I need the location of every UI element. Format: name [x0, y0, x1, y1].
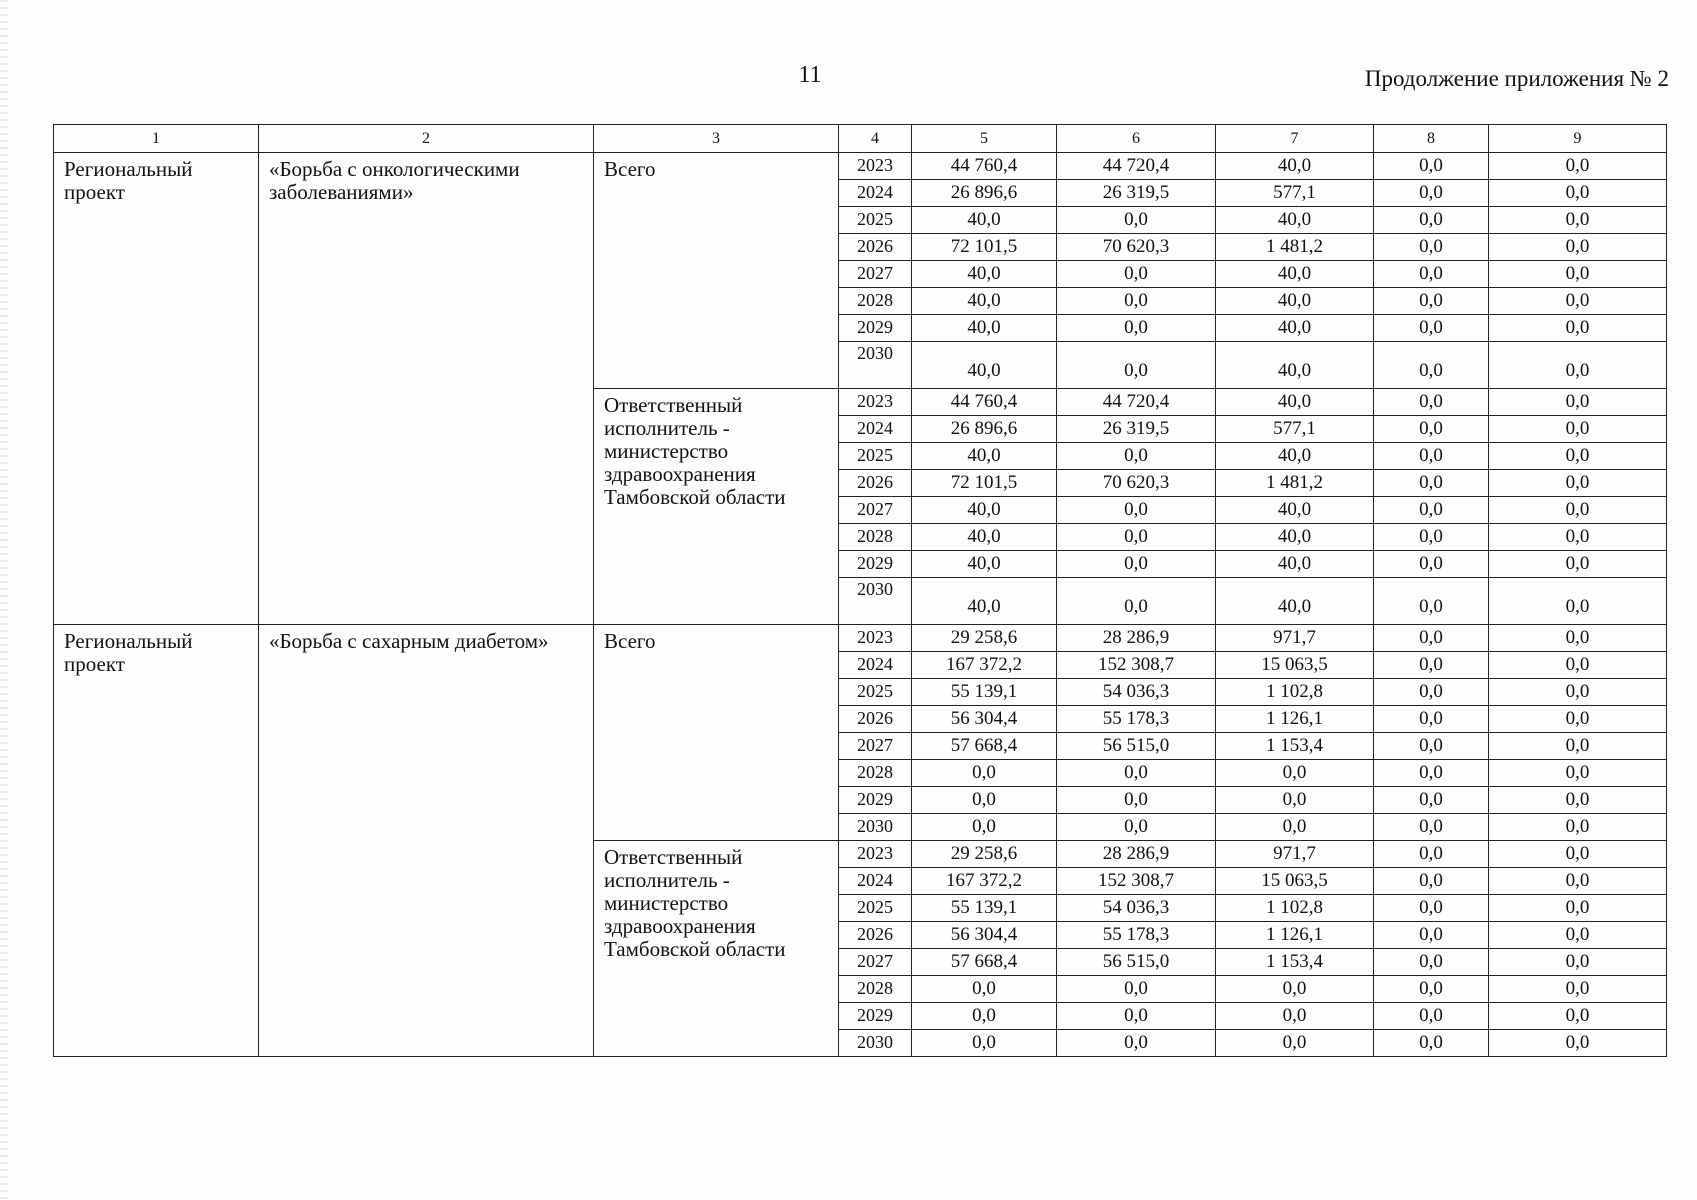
amount-cell: 0,0: [1057, 497, 1216, 524]
amount-cell: 0,0: [1057, 315, 1216, 342]
amount-cell: 1 481,2: [1216, 234, 1374, 261]
amount-cell: 56 515,0: [1057, 949, 1216, 976]
amount-cell: 26 896,6: [912, 180, 1057, 207]
amount-cell: 0,0: [1489, 578, 1667, 625]
amount-cell: 0,0: [1057, 760, 1216, 787]
amount-cell: 1 153,4: [1216, 733, 1374, 760]
amount-cell: 44 720,4: [1057, 153, 1216, 180]
amount-cell: 40,0: [1216, 315, 1374, 342]
amount-cell: 0,0: [1057, 207, 1216, 234]
amount-cell: 56 304,4: [912, 922, 1057, 949]
amount-cell: 0,0: [1374, 652, 1489, 679]
amount-cell: 40,0: [912, 342, 1057, 389]
amount-cell: 0,0: [1489, 787, 1667, 814]
amount-cell: 40,0: [912, 578, 1057, 625]
amount-cell: 0,0: [1057, 551, 1216, 578]
amount-cell: 40,0: [912, 315, 1057, 342]
amount-cell: 0,0: [912, 814, 1057, 841]
amount-cell: 70 620,3: [1057, 470, 1216, 497]
amount-cell: 0,0: [1374, 841, 1489, 868]
amount-cell: 15 063,5: [1216, 652, 1374, 679]
amount-cell: 72 101,5: [912, 470, 1057, 497]
column-number: 3: [594, 125, 839, 153]
amount-cell: 0,0: [1374, 868, 1489, 895]
amount-cell: 1 481,2: [1216, 470, 1374, 497]
amount-cell: 0,0: [1374, 153, 1489, 180]
year-cell: 2025: [839, 443, 912, 470]
year-cell: 2024: [839, 416, 912, 443]
amount-cell: 0,0: [912, 760, 1057, 787]
year-cell: 2023: [839, 625, 912, 652]
year-cell: 2026: [839, 470, 912, 497]
amount-cell: 0,0: [1374, 261, 1489, 288]
amount-cell: 0,0: [1489, 443, 1667, 470]
amount-cell: 0,0: [1374, 922, 1489, 949]
amount-cell: 167 372,2: [912, 868, 1057, 895]
amount-cell: 40,0: [1216, 342, 1374, 389]
amount-cell: 0,0: [1489, 652, 1667, 679]
amount-cell: 0,0: [1489, 315, 1667, 342]
amount-cell: 40,0: [1216, 551, 1374, 578]
column-number: 1: [54, 125, 259, 153]
amount-cell: 1 153,4: [1216, 949, 1374, 976]
amount-cell: 40,0: [1216, 261, 1374, 288]
amount-cell: 0,0: [1489, 180, 1667, 207]
year-cell: 2023: [839, 153, 912, 180]
year-cell: 2029: [839, 315, 912, 342]
amount-cell: 577,1: [1216, 416, 1374, 443]
amount-cell: 0,0: [1374, 443, 1489, 470]
amount-cell: 0,0: [1216, 760, 1374, 787]
amount-cell: 54 036,3: [1057, 679, 1216, 706]
amount-cell: 0,0: [1374, 760, 1489, 787]
amount-cell: 0,0: [1374, 234, 1489, 261]
amount-cell: 0,0: [1374, 733, 1489, 760]
amount-cell: 40,0: [912, 497, 1057, 524]
amount-cell: 40,0: [1216, 578, 1374, 625]
year-cell: 2027: [839, 497, 912, 524]
amount-cell: 0,0: [1489, 153, 1667, 180]
amount-cell: 0,0: [1489, 760, 1667, 787]
amount-cell: 0,0: [1374, 1030, 1489, 1057]
amount-cell: 0,0: [1489, 895, 1667, 922]
amount-cell: 0,0: [1374, 288, 1489, 315]
amount-cell: 0,0: [1489, 679, 1667, 706]
amount-cell: 26 319,5: [1057, 416, 1216, 443]
amount-cell: 40,0: [912, 443, 1057, 470]
amount-cell: 57 668,4: [912, 733, 1057, 760]
amount-cell: 0,0: [1489, 868, 1667, 895]
funding-table: [53, 124, 1667, 1057]
column-number: 2: [259, 125, 594, 153]
amount-cell: 0,0: [1057, 1030, 1216, 1057]
amount-cell: 0,0: [1057, 443, 1216, 470]
amount-cell: 0,0: [1489, 625, 1667, 652]
amount-cell: 40,0: [912, 261, 1057, 288]
year-cell: 2027: [839, 949, 912, 976]
amount-cell: 0,0: [1489, 814, 1667, 841]
amount-cell: 0,0: [1057, 787, 1216, 814]
amount-cell: 40,0: [912, 207, 1057, 234]
amount-cell: 0,0: [1374, 706, 1489, 733]
column-number: 6: [1057, 125, 1216, 153]
amount-cell: 29 258,6: [912, 841, 1057, 868]
amount-cell: 0,0: [1057, 578, 1216, 625]
amount-cell: 70 620,3: [1057, 234, 1216, 261]
amount-cell: 0,0: [1374, 470, 1489, 497]
amount-cell: 40,0: [912, 524, 1057, 551]
amount-cell: 0,0: [1374, 389, 1489, 416]
group-label: Всего: [594, 625, 839, 841]
project-name: «Борьба с сахарным диабетом»: [259, 625, 594, 1057]
amount-cell: 44 720,4: [1057, 389, 1216, 416]
amount-cell: 0,0: [1489, 1030, 1667, 1057]
project-type: Региональный проект: [54, 625, 259, 1057]
amount-cell: 0,0: [1057, 976, 1216, 1003]
amount-cell: 40,0: [912, 551, 1057, 578]
table-row: [54, 625, 1667, 652]
amount-cell: 0,0: [1216, 814, 1374, 841]
amount-cell: 167 372,2: [912, 652, 1057, 679]
amount-cell: 0,0: [1374, 625, 1489, 652]
year-cell: 2028: [839, 760, 912, 787]
amount-cell: 0,0: [912, 787, 1057, 814]
amount-cell: 0,0: [1374, 207, 1489, 234]
amount-cell: 0,0: [1374, 895, 1489, 922]
year-cell: 2025: [839, 895, 912, 922]
amount-cell: 40,0: [1216, 153, 1374, 180]
amount-cell: 152 308,7: [1057, 652, 1216, 679]
amount-cell: 0,0: [1374, 551, 1489, 578]
amount-cell: 0,0: [1057, 524, 1216, 551]
amount-cell: 0,0: [1216, 787, 1374, 814]
year-cell: 2024: [839, 180, 912, 207]
amount-cell: 55 178,3: [1057, 922, 1216, 949]
amount-cell: 40,0: [1216, 207, 1374, 234]
year-cell: 2026: [839, 234, 912, 261]
year-cell: 2030: [839, 814, 912, 841]
amount-cell: 29 258,6: [912, 625, 1057, 652]
amount-cell: 40,0: [1216, 288, 1374, 315]
amount-cell: 0,0: [1374, 524, 1489, 551]
year-cell: 2027: [839, 261, 912, 288]
amount-cell: 0,0: [1216, 976, 1374, 1003]
amount-cell: 0,0: [1057, 342, 1216, 389]
amount-cell: 0,0: [1489, 416, 1667, 443]
page-number: 11: [798, 62, 822, 88]
amount-cell: 55 178,3: [1057, 706, 1216, 733]
project-type: Региональный проект: [54, 153, 259, 625]
amount-cell: 56 515,0: [1057, 733, 1216, 760]
year-cell: 2028: [839, 524, 912, 551]
amount-cell: 0,0: [912, 976, 1057, 1003]
amount-cell: 0,0: [1489, 261, 1667, 288]
amount-cell: 0,0: [1489, 706, 1667, 733]
year-cell: 2029: [839, 1003, 912, 1030]
amount-cell: 44 760,4: [912, 153, 1057, 180]
amount-cell: 44 760,4: [912, 389, 1057, 416]
amount-cell: 0,0: [1489, 1003, 1667, 1030]
appendix-label: Продолжение приложения № 2: [1364, 66, 1669, 91]
year-cell: 2026: [839, 922, 912, 949]
amount-cell: 0,0: [1489, 949, 1667, 976]
year-cell: 2030: [839, 342, 912, 389]
amount-cell: 1 126,1: [1216, 922, 1374, 949]
amount-cell: 1 102,8: [1216, 679, 1374, 706]
amount-cell: 57 668,4: [912, 949, 1057, 976]
amount-cell: 971,7: [1216, 841, 1374, 868]
amount-cell: 0,0: [1374, 180, 1489, 207]
year-cell: 2029: [839, 551, 912, 578]
amount-cell: 0,0: [1489, 524, 1667, 551]
scan-edge-artifact: [0, 0, 8, 1200]
amount-cell: 0,0: [1489, 207, 1667, 234]
amount-cell: 0,0: [1374, 578, 1489, 625]
amount-cell: 0,0: [1374, 416, 1489, 443]
amount-cell: 0,0: [912, 1030, 1057, 1057]
amount-cell: 40,0: [1216, 497, 1374, 524]
amount-cell: 0,0: [1374, 497, 1489, 524]
amount-cell: 0,0: [1374, 679, 1489, 706]
amount-cell: 0,0: [1374, 976, 1489, 1003]
amount-cell: 0,0: [1489, 841, 1667, 868]
amount-cell: 55 139,1: [912, 895, 1057, 922]
amount-cell: 577,1: [1216, 180, 1374, 207]
amount-cell: 54 036,3: [1057, 895, 1216, 922]
amount-cell: 0,0: [1057, 261, 1216, 288]
amount-cell: 15 063,5: [1216, 868, 1374, 895]
project-name: «Борьба с онкологическими заболеваниями»: [259, 153, 594, 625]
year-cell: 2030: [839, 578, 912, 625]
amount-cell: 0,0: [1489, 976, 1667, 1003]
amount-cell: 72 101,5: [912, 234, 1057, 261]
amount-cell: 1 102,8: [1216, 895, 1374, 922]
amount-cell: 0,0: [1057, 288, 1216, 315]
year-cell: 2029: [839, 787, 912, 814]
amount-cell: 28 286,9: [1057, 841, 1216, 868]
amount-cell: 0,0: [1489, 497, 1667, 524]
amount-cell: 0,0: [1374, 949, 1489, 976]
group-label: Ответственный исполнитель - министерство здравоохранения Тамбовской области: [594, 841, 839, 1057]
amount-cell: 0,0: [1374, 342, 1489, 389]
amount-cell: 56 304,4: [912, 706, 1057, 733]
column-number-row: [54, 125, 1667, 153]
amount-cell: 0,0: [912, 1003, 1057, 1030]
amount-cell: 26 319,5: [1057, 180, 1216, 207]
amount-cell: 0,0: [1216, 1003, 1374, 1030]
year-cell: 2023: [839, 389, 912, 416]
amount-cell: 0,0: [1489, 288, 1667, 315]
column-number: 5: [912, 125, 1057, 153]
group-label: Всего: [594, 153, 839, 389]
amount-cell: 40,0: [912, 288, 1057, 315]
year-cell: 2030: [839, 1030, 912, 1057]
amount-cell: 0,0: [1489, 342, 1667, 389]
amount-cell: 0,0: [1374, 814, 1489, 841]
amount-cell: 40,0: [1216, 524, 1374, 551]
amount-cell: 0,0: [1489, 234, 1667, 261]
amount-cell: 0,0: [1374, 787, 1489, 814]
year-cell: 2027: [839, 733, 912, 760]
year-cell: 2024: [839, 652, 912, 679]
amount-cell: 152 308,7: [1057, 868, 1216, 895]
amount-cell: 40,0: [1216, 389, 1374, 416]
year-cell: 2025: [839, 679, 912, 706]
year-cell: 2028: [839, 976, 912, 1003]
amount-cell: 0,0: [1489, 389, 1667, 416]
amount-cell: 0,0: [1374, 315, 1489, 342]
group-label: Ответственный исполнитель - министерство здравоохранения Тамбовской области: [594, 389, 839, 625]
amount-cell: 0,0: [1374, 1003, 1489, 1030]
amount-cell: 40,0: [1216, 443, 1374, 470]
column-number: 7: [1216, 125, 1374, 153]
amount-cell: 0,0: [1057, 1003, 1216, 1030]
year-cell: 2028: [839, 288, 912, 315]
table-row: [54, 153, 1667, 180]
year-cell: 2023: [839, 841, 912, 868]
year-cell: 2024: [839, 868, 912, 895]
amount-cell: 0,0: [1489, 551, 1667, 578]
amount-cell: 28 286,9: [1057, 625, 1216, 652]
amount-cell: 1 126,1: [1216, 706, 1374, 733]
column-number: 9: [1489, 125, 1667, 153]
amount-cell: 0,0: [1489, 733, 1667, 760]
column-number: 8: [1374, 125, 1489, 153]
amount-cell: 0,0: [1489, 922, 1667, 949]
column-number: 4: [839, 125, 912, 153]
year-cell: 2025: [839, 207, 912, 234]
year-cell: 2026: [839, 706, 912, 733]
amount-cell: 0,0: [1489, 470, 1667, 497]
amount-cell: 0,0: [1216, 1030, 1374, 1057]
amount-cell: 0,0: [1057, 814, 1216, 841]
amount-cell: 55 139,1: [912, 679, 1057, 706]
amount-cell: 26 896,6: [912, 416, 1057, 443]
amount-cell: 971,7: [1216, 625, 1374, 652]
